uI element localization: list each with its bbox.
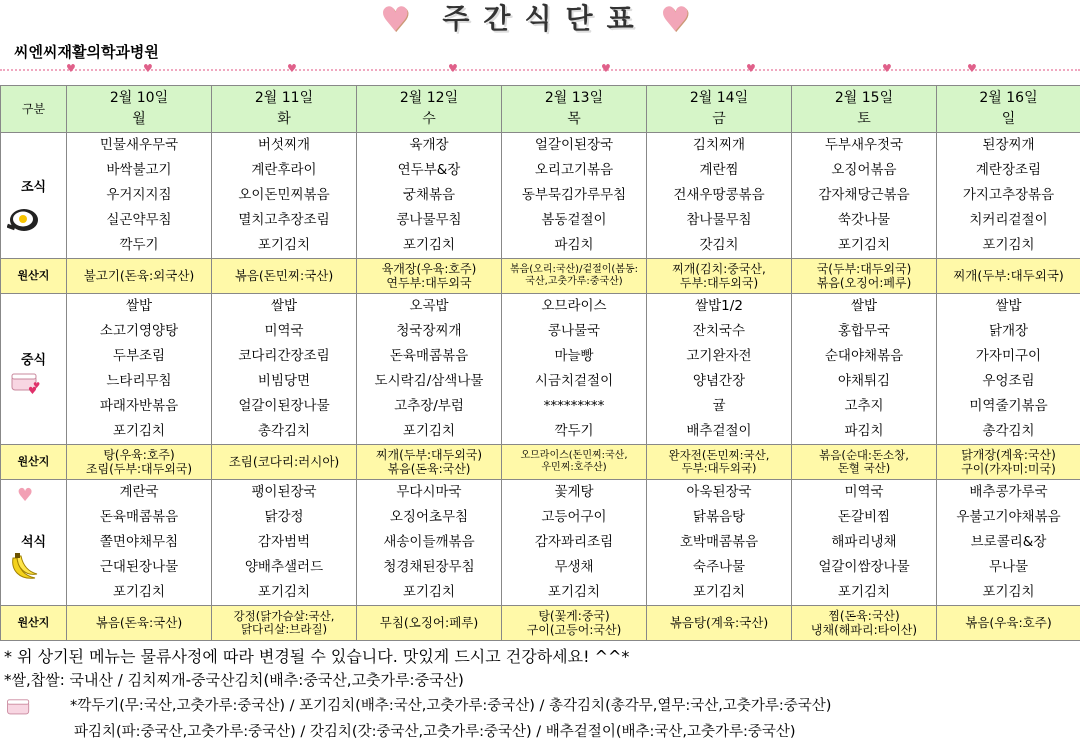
menu-cell	[357, 133, 502, 259]
menu-item: 계란국	[119, 484, 159, 500]
dinner-row	[1, 480, 1080, 606]
origin-cell	[647, 259, 792, 294]
menu-item: 배추콩가루국	[969, 484, 1048, 500]
origin-text: 찌개(두부:대두외국)	[375, 448, 483, 462]
menu-item: 멸치고추장조림	[238, 212, 330, 228]
menu-cell	[792, 294, 937, 445]
menu-item: 포기김치	[402, 423, 456, 439]
menu-item: 두부새우젓국	[824, 137, 904, 153]
origin-cell	[937, 259, 1080, 294]
weekly-menu-table	[0, 85, 1080, 641]
menu-item: 콩나물국	[547, 323, 601, 339]
menu-item: 바싹불고기	[106, 162, 172, 178]
menu-item: 우엉조림	[982, 373, 1035, 389]
menu-item: 포기김치	[692, 584, 746, 600]
origin-text: 구이(고등어:국산)	[526, 623, 622, 637]
lunch-origin-row	[1, 445, 1080, 480]
menu-cell	[212, 480, 357, 606]
menu-item: 순대야채볶음	[824, 348, 904, 364]
menu-cell	[357, 294, 502, 445]
origin-text: 국산,고춧가루:중국산)	[525, 276, 623, 287]
origin-cell	[502, 259, 647, 294]
menu-item: 쌀밥	[125, 298, 153, 314]
origin-text: 볶음(돈육:국산)	[95, 615, 183, 630]
origin-cell	[67, 606, 212, 641]
origin-text: 탕(우육:호주)	[103, 448, 175, 462]
origin-cell	[357, 259, 502, 294]
menu-item: 봄동겉절이	[541, 212, 607, 228]
fried-egg-icon	[7, 205, 41, 233]
origin-text: 불고기(돈육:외국산)	[83, 268, 195, 283]
day-date: 2월 16일	[979, 90, 1038, 106]
origin-text: 두부:대두외국)	[681, 461, 757, 475]
menu-item: 궁채볶음	[402, 187, 456, 203]
menu-item: 닭볶음탕	[692, 509, 746, 525]
menu-item: 포기김치	[257, 237, 311, 253]
menu-item: 도시락김/삼색나물	[374, 373, 484, 389]
menu-item: 꽃게탕	[554, 484, 594, 500]
menu-item: 돈갈비찜	[837, 509, 891, 525]
menu-cell	[502, 294, 647, 445]
menu-item: 실곤약무침	[106, 212, 172, 228]
dinner-label	[1, 480, 67, 606]
origin-cell	[647, 445, 792, 480]
menu-item: 고등어구이	[541, 509, 607, 525]
menu-item: 치커리겉절이	[969, 212, 1048, 228]
heart-icon: ♥	[448, 62, 458, 75]
menu-item: 미역줄기볶음	[969, 398, 1048, 414]
menu-item: 브로콜리&장	[970, 534, 1047, 550]
menu-item: 마늘빵	[554, 348, 594, 364]
menu-item: 총각김치	[982, 423, 1035, 439]
menu-item: 고추장/부럼	[394, 398, 464, 414]
menu-item: 포기김치	[837, 237, 891, 253]
menu-item: 두부조림	[112, 348, 166, 364]
menu-item: 코다리간장조림	[238, 348, 330, 364]
menu-item: 포기김치	[257, 584, 311, 600]
menu-item: 청경채된장무침	[383, 559, 475, 575]
menu-item: 닭강정	[264, 509, 304, 525]
menu-item: 육개장	[409, 137, 449, 153]
day-header	[212, 86, 357, 133]
heart-icon: ♥	[287, 62, 297, 75]
origin-text: 닭개장(계육:국산)	[961, 448, 1056, 462]
origin-text: 연두부:대두외국	[386, 276, 472, 290]
breakfast-origin-row	[1, 259, 1080, 294]
menu-item: 해파리냉채	[831, 534, 897, 550]
origin-cell	[357, 606, 502, 641]
origin-text: 무침(오징어:페루)	[379, 615, 479, 630]
page-header	[0, 0, 1080, 42]
origin-cell	[212, 606, 357, 641]
menu-item: 무다시마국	[396, 484, 462, 500]
breakfast-label	[1, 133, 67, 259]
dinner-origin-row	[1, 606, 1080, 641]
origin-text: 볶음탕(계육:국산)	[669, 615, 769, 630]
menu-item: 배추겉절이	[686, 423, 752, 439]
menu-cell	[67, 480, 212, 606]
day-name: 토	[857, 111, 871, 127]
origin-text: 탕(꽃게:중국)	[538, 609, 610, 623]
menu-item: 청국장찌개	[396, 323, 462, 339]
menu-item: 야채튀김	[837, 373, 891, 389]
lunch-label	[1, 294, 67, 445]
origin-text: 두부:대두외국)	[679, 276, 759, 290]
day-name: 화	[277, 111, 291, 127]
menu-item: 쌀밥1/2	[695, 298, 743, 314]
menu-item: 콩나물무침	[396, 212, 462, 228]
origin-text: 찜(돈육:국산)	[828, 609, 900, 623]
menu-item: 아욱된장국	[686, 484, 752, 500]
menu-item: 오징어볶음	[831, 162, 897, 178]
menu-item: 느타리무침	[106, 373, 172, 389]
origin-text: 찌개(두부:대두외국)	[953, 268, 1064, 283]
origin-text: 볶음(돈민찌:국산)	[234, 268, 334, 283]
menu-cell	[357, 480, 502, 606]
meal-label-text: 조식	[20, 179, 47, 195]
menu-item: 얼갈이된장국	[534, 137, 614, 153]
menu-item: 잔치국수	[692, 323, 746, 339]
menu-item: 동부묵김가루무침	[521, 187, 627, 203]
menu-item: 오곡밥	[409, 298, 449, 314]
menu-item: 감자범벅	[257, 534, 311, 550]
notice-text: * 위 상기된 메뉴는 물류사정에 따라 변경될 수 있습니다. 맛있게 드시고 건강하세요! ^^*	[4, 647, 630, 666]
origin-text: 닭다리살:브라질)	[240, 622, 328, 636]
origin-text: 조림(두부:대두외국)	[85, 462, 193, 476]
menu-cell	[502, 480, 647, 606]
menu-item: 새송이들깨볶음	[383, 534, 475, 550]
origin-text: 구이(가자미:미국)	[961, 462, 1056, 476]
origin-cell	[67, 259, 212, 294]
menu-item: 참나물무침	[686, 212, 752, 228]
menu-item: 돈육매콤볶음	[99, 509, 179, 525]
heart-icon: ♥	[66, 62, 76, 75]
day-name: 목	[567, 111, 581, 127]
heart-icon: ♥	[746, 62, 756, 75]
menu-item: 계란장조림	[975, 162, 1042, 178]
menu-item: 오므라이스	[541, 298, 607, 314]
svg-text:♥: ♥	[33, 381, 41, 390]
menu-cell	[937, 133, 1080, 259]
menu-item: 양념간장	[692, 373, 746, 389]
day-header	[937, 86, 1080, 133]
menu-item: 쌀밥	[995, 298, 1022, 314]
origin-cell	[937, 445, 1080, 480]
menu-cell	[212, 133, 357, 259]
menu-item: 가자미구이	[975, 348, 1042, 364]
menu-item: *********	[543, 398, 605, 414]
heart-icon: ♥	[882, 62, 892, 75]
origin-text: 육개장(우육:호주)	[381, 262, 477, 276]
heart-icon: ♥	[967, 62, 977, 75]
menu-item: 미역국	[844, 484, 884, 500]
origin-text: 완자전(돈민찌:국산,	[668, 448, 770, 462]
menu-item: 포기김치	[402, 584, 456, 600]
menu-item: 홍합무국	[837, 323, 891, 339]
menu-item: 포기김치	[112, 584, 166, 600]
day-name: 월	[132, 111, 146, 127]
menu-item: 닭개장	[988, 323, 1029, 339]
origin-text: 돈혈 국산)	[837, 461, 891, 475]
menu-item: 민물새우무국	[99, 137, 179, 153]
menu-item: 포기김치	[547, 584, 601, 600]
origin-cell	[937, 606, 1080, 641]
menu-item: 얼갈이쌈장나물	[818, 559, 910, 575]
menu-item: 무생채	[554, 559, 594, 575]
hospital-name: 씨엔씨재활의학과병원	[14, 43, 159, 61]
origin-cell	[502, 445, 647, 480]
menu-cell	[647, 133, 792, 259]
menu-item: 고기완자전	[686, 348, 752, 364]
menu-cell	[67, 294, 212, 445]
banana-icon	[7, 550, 41, 584]
menu-cell	[212, 294, 357, 445]
menu-item: 김치찌개	[692, 137, 746, 153]
day-name: 수	[422, 111, 436, 127]
menu-item: 우거지지짐	[106, 187, 172, 203]
origin-cell	[357, 445, 502, 480]
menu-item: 팽이된장국	[251, 484, 317, 500]
menu-item: 오리고기볶음	[534, 162, 614, 178]
day-name: 일	[1001, 111, 1016, 127]
origin-text: 볶음(돈육:국산)	[387, 462, 471, 476]
menu-cell	[502, 133, 647, 259]
menu-item: 고추지	[844, 398, 884, 414]
menu-cell	[937, 294, 1080, 445]
svg-text:♥: ♥	[28, 386, 37, 396]
heart-icon: ♥	[17, 485, 34, 506]
menu-item: 파래자반볶음	[99, 398, 179, 414]
day-header	[792, 86, 937, 133]
menu-item: 계란후라이	[251, 162, 317, 178]
lunch-row	[1, 294, 1080, 445]
menu-item: 깍두기	[554, 423, 594, 439]
day-name: 금	[712, 111, 726, 127]
menu-cell	[67, 133, 212, 259]
menu-item: 계란찜	[699, 162, 739, 178]
menu-item: 얼갈이된장나물	[238, 398, 330, 414]
origin-text: 찌개(김치:중국산,	[672, 262, 766, 276]
menu-item: 건새우땅콩볶음	[673, 187, 765, 203]
menu-item: 갓김치	[699, 237, 739, 253]
origin-cell	[647, 606, 792, 641]
heart-icon: ♥	[143, 62, 153, 75]
heart-icon: ♥	[380, 0, 411, 40]
page-title: 주간식단표	[442, 2, 648, 35]
menu-item: 근대된장나물	[99, 559, 179, 575]
menu-item: 파김치	[554, 237, 594, 253]
decorative-hearts-row	[0, 61, 1080, 79]
day-header	[502, 86, 647, 133]
day-header	[67, 86, 212, 133]
origin-text: 오므라이스(돈민찌:국산,	[520, 450, 628, 461]
menu-item: 숙주나물	[692, 559, 746, 575]
origin-cell	[212, 259, 357, 294]
menu-item: 시금치겉절이	[534, 373, 614, 389]
menu-item: 포기김치	[837, 584, 891, 600]
menu-item: 감자채당근볶음	[818, 187, 910, 203]
gubun-header: 구분	[1, 86, 67, 133]
menu-item: 파김치	[844, 423, 884, 439]
origin-cell	[67, 445, 212, 480]
origin-cell	[792, 445, 937, 480]
day-header	[357, 86, 502, 133]
menu-item: 깍두기	[119, 237, 159, 253]
menu-cell	[792, 480, 937, 606]
kimchi-origin-note: *깍두기(무:국산,고춧가루:중국산) / 포기김치(배추:국산,고춧가루:중국산) / 총각김치(총각무,열무:국산,고춧가루:중국산)	[70, 698, 832, 714]
menu-item: 귤	[712, 398, 726, 414]
meal-label-text: 석식	[20, 535, 47, 550]
menu-item: 오이돈민찌볶음	[238, 187, 330, 203]
day-date: 2월 14일	[689, 90, 749, 106]
menu-item: 호박매콤볶음	[679, 534, 759, 550]
menu-item: 쫄면야채무침	[99, 534, 179, 550]
menu-cell	[937, 480, 1080, 606]
day-date: 2월 11일	[254, 90, 314, 106]
day-date: 2월 12일	[399, 90, 459, 106]
menu-item: 가지고추장볶음	[962, 187, 1055, 203]
origin-label: 원산지	[1, 445, 67, 480]
day-date: 2월 15일	[834, 90, 894, 106]
origin-cell	[212, 445, 357, 480]
menu-item: 쌀밥	[850, 298, 878, 314]
origin-cell	[792, 606, 937, 641]
origin-cell	[792, 259, 937, 294]
meal-label-text: 중식	[20, 353, 47, 368]
origin-text: 볶음(우육:호주)	[965, 615, 1052, 630]
menu-item: 포기김치	[402, 237, 456, 253]
menu-item: 우불고기야채볶음	[956, 509, 1061, 525]
menu-item: 버섯찌개	[257, 137, 311, 153]
menu-item: 무나물	[988, 559, 1029, 575]
origin-text: 강정(닭가슴살:국산,	[233, 609, 335, 623]
origin-text: 볶음(순대:돈소창,	[819, 448, 909, 462]
rice-origin-note: *쌀,찹쌀: 국내산 / 김치찌개-중국산김치(배추:중국산,고춧가루:중국산)	[4, 671, 464, 689]
origin-cell	[502, 606, 647, 641]
origin-text: 냉채(해파리:타이산)	[810, 623, 918, 637]
menu-item: 포기김치	[982, 237, 1035, 253]
menu-item: 소고기영양탕	[99, 323, 179, 339]
origin-text: 우민찌:호주산)	[541, 462, 607, 473]
breakfast-row	[1, 133, 1080, 259]
menu-item: 총각김치	[257, 423, 311, 439]
menu-item: 포기김치	[982, 584, 1035, 600]
day-header	[647, 86, 792, 133]
header-row	[1, 86, 1080, 133]
origin-text: 볶음(오리:국산)/겉절이(봄동:	[509, 264, 639, 275]
menu-item: 쌀밥	[270, 298, 298, 314]
menu-item: 비빔당면	[257, 373, 311, 389]
origin-label: 원산지	[1, 606, 67, 641]
menu-item: 감자꽈리조림	[534, 534, 614, 550]
origin-text: 볶음(오징어:페루)	[816, 276, 912, 290]
menu-item: 쑥갓나물	[837, 212, 891, 228]
origin-label: 원산지	[1, 259, 67, 294]
day-date: 2월 13일	[544, 90, 604, 106]
menu-item: 양배추샐러드	[244, 559, 324, 575]
menu-item: 된장찌개	[982, 137, 1035, 153]
menu-cell	[647, 294, 792, 445]
origin-text: 조림(코다리:러시아)	[228, 454, 340, 469]
menu-item: 포기김치	[112, 423, 166, 439]
heart-icon: ♥	[601, 62, 611, 75]
menu-item: 돈육매콤볶음	[389, 348, 469, 364]
kimchi-origin-note: 파김치(파:중국산,고춧가루:중국산) / 갓김치(갓:중국산,고춧가루:중국산) / 배추겉절이(배추:국산,고춧가루:중국산)	[74, 724, 796, 740]
menu-item: 연두부&장	[397, 162, 461, 178]
heart-icon: ♥	[660, 0, 691, 40]
day-date: 2월 10일	[109, 90, 169, 106]
cake-icon	[7, 362, 41, 396]
origin-text: 국(두부:대두외국)	[816, 262, 912, 276]
cake-icon	[4, 691, 34, 721]
menu-cell	[792, 133, 937, 259]
menu-item: 오징어초무침	[389, 509, 469, 525]
menu-cell	[647, 480, 792, 606]
menu-item: 미역국	[264, 323, 304, 339]
